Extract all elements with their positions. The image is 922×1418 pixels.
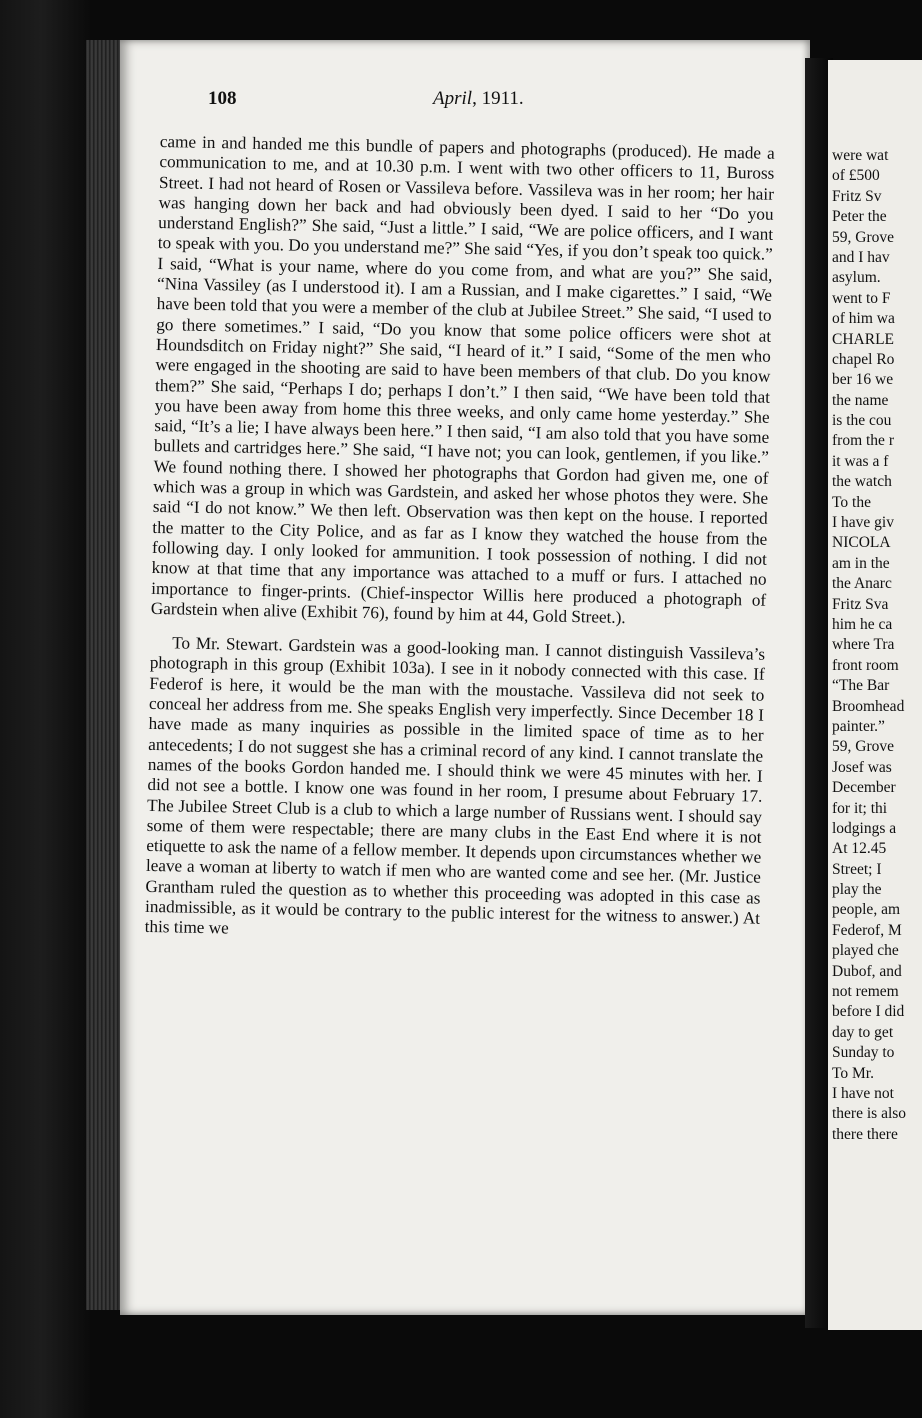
facing-page-line: At 12.45	[832, 840, 887, 858]
facing-page-line: day to get	[832, 1023, 894, 1041]
facing-page-line: Street; I	[832, 860, 882, 878]
facing-page-line: chapel Ro	[832, 350, 895, 368]
facing-page-line: not remem	[832, 983, 899, 1001]
facing-page-line: front room	[832, 656, 899, 674]
book-page-left	[120, 40, 810, 1315]
facing-page-line: there is also	[832, 1105, 907, 1123]
body-text	[145, 132, 775, 949]
facing-page-line: for it; thi	[832, 799, 888, 817]
facing-page-line: and I hav	[832, 248, 890, 266]
facing-page-line: Federof, M	[832, 921, 902, 939]
facing-page-line: To Mr.	[832, 1064, 874, 1082]
paragraph-testimony: came in and handed me this bundle of papers and photographs (produced). He made a communication to me, and at 10.30 p.m. I went with two other officers to 11, Buross Street. I had not heard of Rosen or Vassileva before. Vassileva was in her room; her hair was hanging down her back and had obviously been dyed. I said to her “Do you understand English?” She said, “Just a little.” I said, “We are police officers, and I want to speak with you. Do you understand me?” She said “Yes, if you don’t speak too quick.” I said, “What is your name, where do you come from, and what are you?” She said, “Nina Vassiley (as I understood it). I am a Russian, and I make cigarettes.” I said, “We have been told that you were a member of the club at Jubilee Street.” She said, “I used to go there sometimes.” I said, “Do you know that some police officers were shot at Houndsditch on Friday night?” She said, “I heard of it.” I said, “Some of the men who were engaged in the shooting are said to have been members of that club. Do you know them?” She said, “Perhaps I do; perhaps I don’t.” I then said, “We have been told that you have been away from home this three weeks, and only came home yesterday.” She said, “It’s a lie; I have always been here.” I then said, “I am also told that you have some bullets and cartridges here.” She said, “I have not; you can look, gentlemen, if you like.” We found nothing there. I showed her photographs that Gordon had given me, one of which was a group in which was Gardstein, and asked her whose photos they were. She said “I do not know.” We then left. Observation was then kept on the house. I reported the matter to the City Police, and as far as I know they watched the house from the following day. I only looked for ammunition. I took possession of nothing. I did not know at that time that any importance was attached to a muff or furs. I attached no importance to finger-prints. (Chief-inspector Willis here produced a photograph of Gardstein when alive (Exhibit 76), found by him at 44, Gold Street.).	[150, 132, 775, 627]
book-page-right	[828, 60, 922, 1330]
facing-page-line: the name	[832, 391, 889, 409]
facing-page-line: Josef was	[832, 758, 892, 776]
facing-page-line: am in the	[832, 554, 890, 572]
running-head-month: April	[433, 88, 473, 109]
facing-page-line: where Tra	[832, 636, 895, 654]
facing-page-line: people, am	[832, 901, 901, 919]
book-edge-left	[0, 0, 92, 1418]
facing-page-line: play the	[832, 881, 882, 899]
facing-page-text	[832, 146, 906, 1145]
page-number: 108	[208, 88, 237, 109]
facing-page-line: To the	[832, 493, 871, 511]
facing-page-line: Broomhead	[832, 697, 905, 715]
facing-page-line: I have not	[832, 1084, 894, 1102]
facing-page-line: the Anarc	[832, 575, 892, 593]
facing-page-line: CHARLE	[832, 330, 894, 348]
running-head	[433, 88, 524, 110]
facing-page-line: went to F	[832, 289, 891, 307]
facing-page-line: Dubof, and	[832, 962, 902, 980]
facing-page-line: there there	[832, 1125, 898, 1143]
paragraph-cross-examination: To Mr. Stewart. Gardstein was a good-looking man. I cannot distinguish Vassileva’s photograph in this group (Exhibit 103a). I see in it nobody connected with this case. If Federof is here, it would be the man with the moustache. Vassileva did not seek to conceal her address from me. She speaks English very imperfectly. Since December 18 I have made as many inquiries as possible in the limited space of time as to her antecedents; I do not suggest she has a criminal record of any kind. I cannot translate the names of the books Gordon handed me. I should think we were 45 minutes with her. I did not see a bottle. I know one was found in her room, I presume about February 17. The Jubilee Street Club is a club to which a large number of Russians went. I should say some of them were respectable; there are many clubs in the East End where it is not etiquette to ask the name of a fellow member. It depends upon circumstances whether we leave a woman at liberty to watch if men who are wanted come and see her. (Mr. Justice Grantham ruled the question as to whether this proceeding was adopted in this case as inadmissible, as it would be contrary to the public interest for the witness to answer.) At this time we	[144, 633, 766, 938]
facing-page-line: ber 16 we	[832, 371, 894, 389]
facing-page-line: asylum.	[832, 269, 881, 287]
facing-page-line: 59, Grove	[832, 228, 894, 246]
facing-page-line: of him wa	[832, 310, 895, 328]
running-head-year: , 1911.	[472, 88, 524, 109]
facing-page-line: Sunday to	[832, 1044, 895, 1062]
facing-page-line: of £500	[832, 167, 880, 185]
facing-page-line: Peter the	[832, 208, 887, 226]
facing-page-line: is the cou	[832, 412, 892, 430]
facing-page-line: were wat	[832, 147, 889, 164]
facing-page-line: from the r	[832, 432, 894, 450]
page-header	[208, 88, 768, 118]
facing-page-line: December	[832, 779, 896, 797]
facing-page-line: played che	[832, 942, 899, 960]
facing-page-line: painter.”	[832, 717, 885, 735]
facing-page-line: I have giv	[832, 514, 894, 532]
facing-page-line: NICOLA	[832, 534, 891, 552]
facing-page-line: Fritz Sv	[832, 187, 882, 205]
facing-page-line: Fritz Sva	[832, 595, 889, 613]
facing-page-line: “The Bar	[832, 677, 890, 695]
facing-page-line: lodgings a	[832, 819, 897, 837]
facing-page-line: the watch	[832, 473, 892, 491]
facing-page-line: before I did	[832, 1003, 905, 1021]
facing-page-line: it was a f	[832, 452, 889, 470]
facing-page-line: him he ca	[832, 615, 893, 633]
facing-page-line: 59, Grove	[832, 738, 894, 756]
